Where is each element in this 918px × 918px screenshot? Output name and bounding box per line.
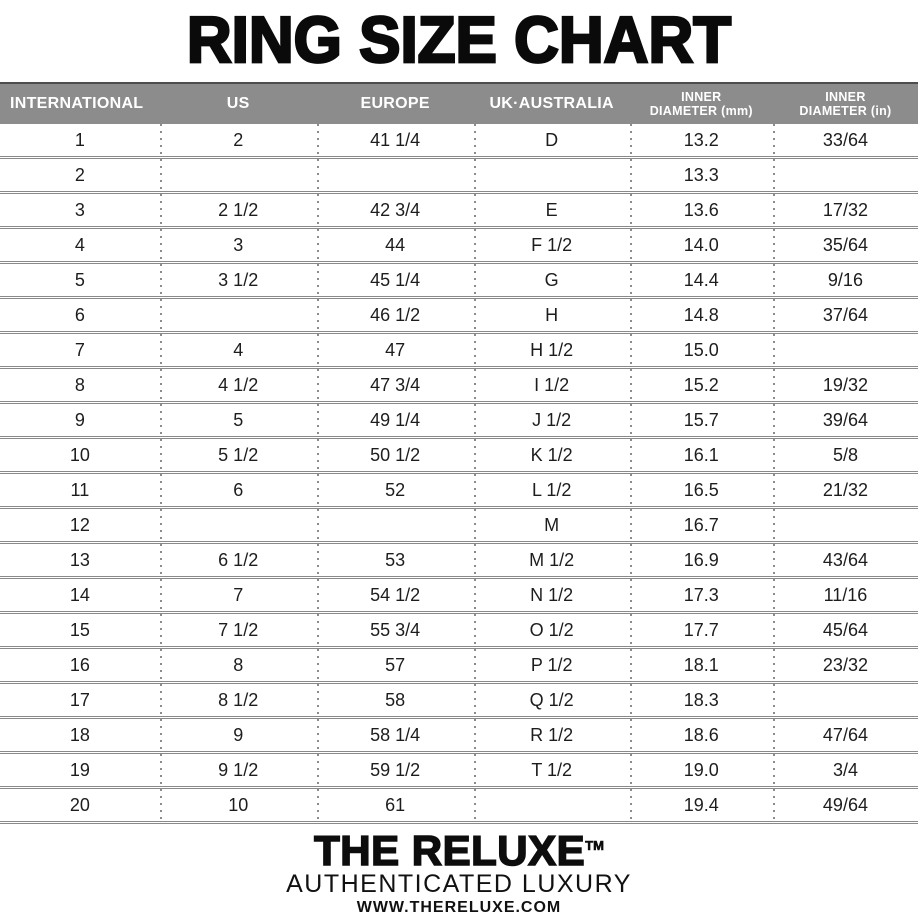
table-cell-inner-diameter-in: 3/4 [773,753,918,788]
table-cell-inner-diameter-mm: 13.3 [630,158,773,193]
table-cell-inner-diameter-mm: 16.5 [630,473,773,508]
table-cell-uk-australia: F 1/2 [474,228,630,263]
table-row [0,508,918,543]
table-cell-inner-diameter-mm: 13.2 [630,124,773,158]
table-cell-europe: 47 [317,333,474,368]
column-header-us: US [160,83,317,124]
table-cell-international: 14 [0,578,160,613]
table-cell-europe: 49 1/4 [317,403,474,438]
column-header-inner-diameter-mm [630,83,773,124]
table-cell-europe: 44 [317,228,474,263]
table-cell-international: 16 [0,648,160,683]
table-cell-uk-australia: T 1/2 [474,753,630,788]
table-cell-us: 2 [160,124,317,158]
table-cell-inner-diameter-in [773,683,918,718]
table-cell-inner-diameter-mm: 15.0 [630,333,773,368]
column-header-line2: DIAMETER (mm) [649,104,753,118]
table-cell-inner-diameter-mm: 13.6 [630,193,773,228]
table-cell-inner-diameter-in [773,508,918,543]
table-cell-us: 5 [160,403,317,438]
table-row [0,788,918,823]
table-cell-europe [317,158,474,193]
table-row [0,753,918,788]
table-cell-inner-diameter-in [773,158,918,193]
table-body [0,124,918,823]
table-cell-us: 7 [160,578,317,613]
table-cell-international: 15 [0,613,160,648]
table-cell-inner-diameter-in: 35/64 [773,228,918,263]
table-cell-us: 9 1/2 [160,753,317,788]
table-cell-uk-australia: M 1/2 [474,543,630,578]
table-cell-inner-diameter-in: 49/64 [773,788,918,823]
table-header-row [0,83,918,124]
table-cell-inner-diameter-mm: 15.2 [630,368,773,403]
table-cell-inner-diameter-in [773,333,918,368]
table-cell-inner-diameter-mm: 14.4 [630,263,773,298]
table-cell-us: 7 1/2 [160,613,317,648]
table-cell-uk-australia: K 1/2 [474,438,630,473]
table-cell-us: 5 1/2 [160,438,317,473]
table-cell-international: 4 [0,228,160,263]
table-cell-uk-australia: H [474,298,630,333]
table-cell-international: 6 [0,298,160,333]
brand-name-text: THE RELUXE [314,827,586,874]
table-row [0,228,918,263]
table-cell-inner-diameter-in: 19/32 [773,368,918,403]
table-cell-uk-australia: H 1/2 [474,333,630,368]
table-cell-inner-diameter-in: 9/16 [773,263,918,298]
table-cell-us: 8 1/2 [160,683,317,718]
table-cell-inner-diameter-in: 5/8 [773,438,918,473]
table-row [0,543,918,578]
table-cell-international: 20 [0,788,160,823]
ring-size-table [0,82,918,824]
column-header-line1: INNER [825,90,866,104]
table-cell-inner-diameter-in: 17/32 [773,193,918,228]
table-cell-us: 6 [160,473,317,508]
table-cell-international: 3 [0,193,160,228]
table-cell-inner-diameter-in: 21/32 [773,473,918,508]
table-cell-uk-australia: J 1/2 [474,403,630,438]
table-cell-international: 18 [0,718,160,753]
table-cell-uk-australia: E [474,193,630,228]
table-row [0,683,918,718]
table-row [0,613,918,648]
table-row [0,648,918,683]
table-cell-international: 13 [0,543,160,578]
table-cell-inner-diameter-mm: 17.7 [630,613,773,648]
table-cell-us: 8 [160,648,317,683]
table-cell-inner-diameter-in: 11/16 [773,578,918,613]
table-cell-us: 3 1/2 [160,263,317,298]
table-cell-uk-australia [474,788,630,823]
table-cell-us: 6 1/2 [160,543,317,578]
table-cell-inner-diameter-in: 33/64 [773,124,918,158]
table-cell-europe: 58 1/4 [317,718,474,753]
table-row [0,158,918,193]
table-cell-inner-diameter-mm: 16.9 [630,543,773,578]
table-cell-inner-diameter-mm: 19.4 [630,788,773,823]
table-cell-international: 7 [0,333,160,368]
brand-footer [0,826,918,918]
table-cell-us: 10 [160,788,317,823]
table-row [0,718,918,753]
table-cell-international: 17 [0,683,160,718]
table-cell-uk-australia [474,158,630,193]
table-cell-uk-australia: N 1/2 [474,578,630,613]
table-cell-inner-diameter-mm: 14.8 [630,298,773,333]
table-cell-us: 3 [160,228,317,263]
table-cell-inner-diameter-in: 23/32 [773,648,918,683]
table-cell-europe: 45 1/4 [317,263,474,298]
table-cell-international: 1 [0,124,160,158]
header-row [0,83,918,124]
table-cell-uk-australia: L 1/2 [474,473,630,508]
table-cell-uk-australia: Q 1/2 [474,683,630,718]
table-cell-europe: 52 [317,473,474,508]
table-cell-uk-australia: M [474,508,630,543]
table-cell-uk-australia: G [474,263,630,298]
table-cell-inner-diameter-in: 37/64 [773,298,918,333]
table-cell-inner-diameter-mm: 18.6 [630,718,773,753]
table-cell-inner-diameter-in: 39/64 [773,403,918,438]
table-cell-inner-diameter-in: 45/64 [773,613,918,648]
table-cell-international: 12 [0,508,160,543]
table-cell-international: 11 [0,473,160,508]
table-cell-inner-diameter-in: 43/64 [773,543,918,578]
table-cell-us: 4 1/2 [160,368,317,403]
table-row [0,124,918,158]
page-title: RING SIZE CHART [186,4,732,77]
table-cell-international: 19 [0,753,160,788]
column-header-europe: EUROPE [317,83,474,124]
table-cell-us: 4 [160,333,317,368]
table-cell-uk-australia: D [474,124,630,158]
table-cell-us [160,508,317,543]
table-cell-uk-australia: I 1/2 [474,368,630,403]
table-cell-europe: 59 1/2 [317,753,474,788]
table-cell-europe: 54 1/2 [317,578,474,613]
table-row [0,578,918,613]
table-cell-europe: 57 [317,648,474,683]
table-cell-us: 9 [160,718,317,753]
table-cell-inner-diameter-mm: 16.1 [630,438,773,473]
table-cell-europe [317,508,474,543]
table-row [0,403,918,438]
table-cell-uk-australia: R 1/2 [474,718,630,753]
brand-name [0,826,918,874]
table-row [0,368,918,403]
table-row [0,263,918,298]
table-row [0,473,918,508]
table-cell-europe: 41 1/4 [317,124,474,158]
table-cell-inner-diameter-mm: 15.7 [630,403,773,438]
column-header-international: INTERNATIONAL [0,83,160,124]
table-cell-europe: 47 3/4 [317,368,474,403]
table-cell-inner-diameter-mm: 17.3 [630,578,773,613]
table-cell-inner-diameter-mm: 18.1 [630,648,773,683]
column-header-inner-diameter-in [773,83,918,124]
table-cell-inner-diameter-mm: 19.0 [630,753,773,788]
table-cell-uk-australia: P 1/2 [474,648,630,683]
table-cell-international: 2 [0,158,160,193]
table-cell-europe: 46 1/2 [317,298,474,333]
column-header-line1: INNER [681,90,722,104]
table-cell-europe: 55 3/4 [317,613,474,648]
column-header-line2: DIAMETER (in) [799,104,892,118]
table-cell-international: 5 [0,263,160,298]
table-cell-international: 8 [0,368,160,403]
table-row [0,193,918,228]
table-cell-international: 9 [0,403,160,438]
table-row [0,333,918,368]
brand-website: WWW.THERELUXE.COM [356,899,562,916]
table-cell-inner-diameter-in: 47/64 [773,718,918,753]
table-cell-europe: 58 [317,683,474,718]
table-row [0,438,918,473]
table-cell-us [160,298,317,333]
trademark-symbol: TM [585,838,604,853]
table-cell-us: 2 1/2 [160,193,317,228]
table-row [0,298,918,333]
table-cell-international: 10 [0,438,160,473]
table-cell-inner-diameter-mm: 18.3 [630,683,773,718]
table-cell-europe: 42 3/4 [317,193,474,228]
table-cell-us [160,158,317,193]
table-cell-europe: 61 [317,788,474,823]
table-cell-europe: 50 1/2 [317,438,474,473]
column-header-uk-australia: UK·AUSTRALIA [474,83,630,124]
table-cell-uk-australia: O 1/2 [474,613,630,648]
brand-tagline: AUTHENTICATED LUXURY [286,870,632,898]
table-cell-inner-diameter-mm: 14.0 [630,228,773,263]
table-cell-inner-diameter-mm: 16.7 [630,508,773,543]
table-cell-europe: 53 [317,543,474,578]
